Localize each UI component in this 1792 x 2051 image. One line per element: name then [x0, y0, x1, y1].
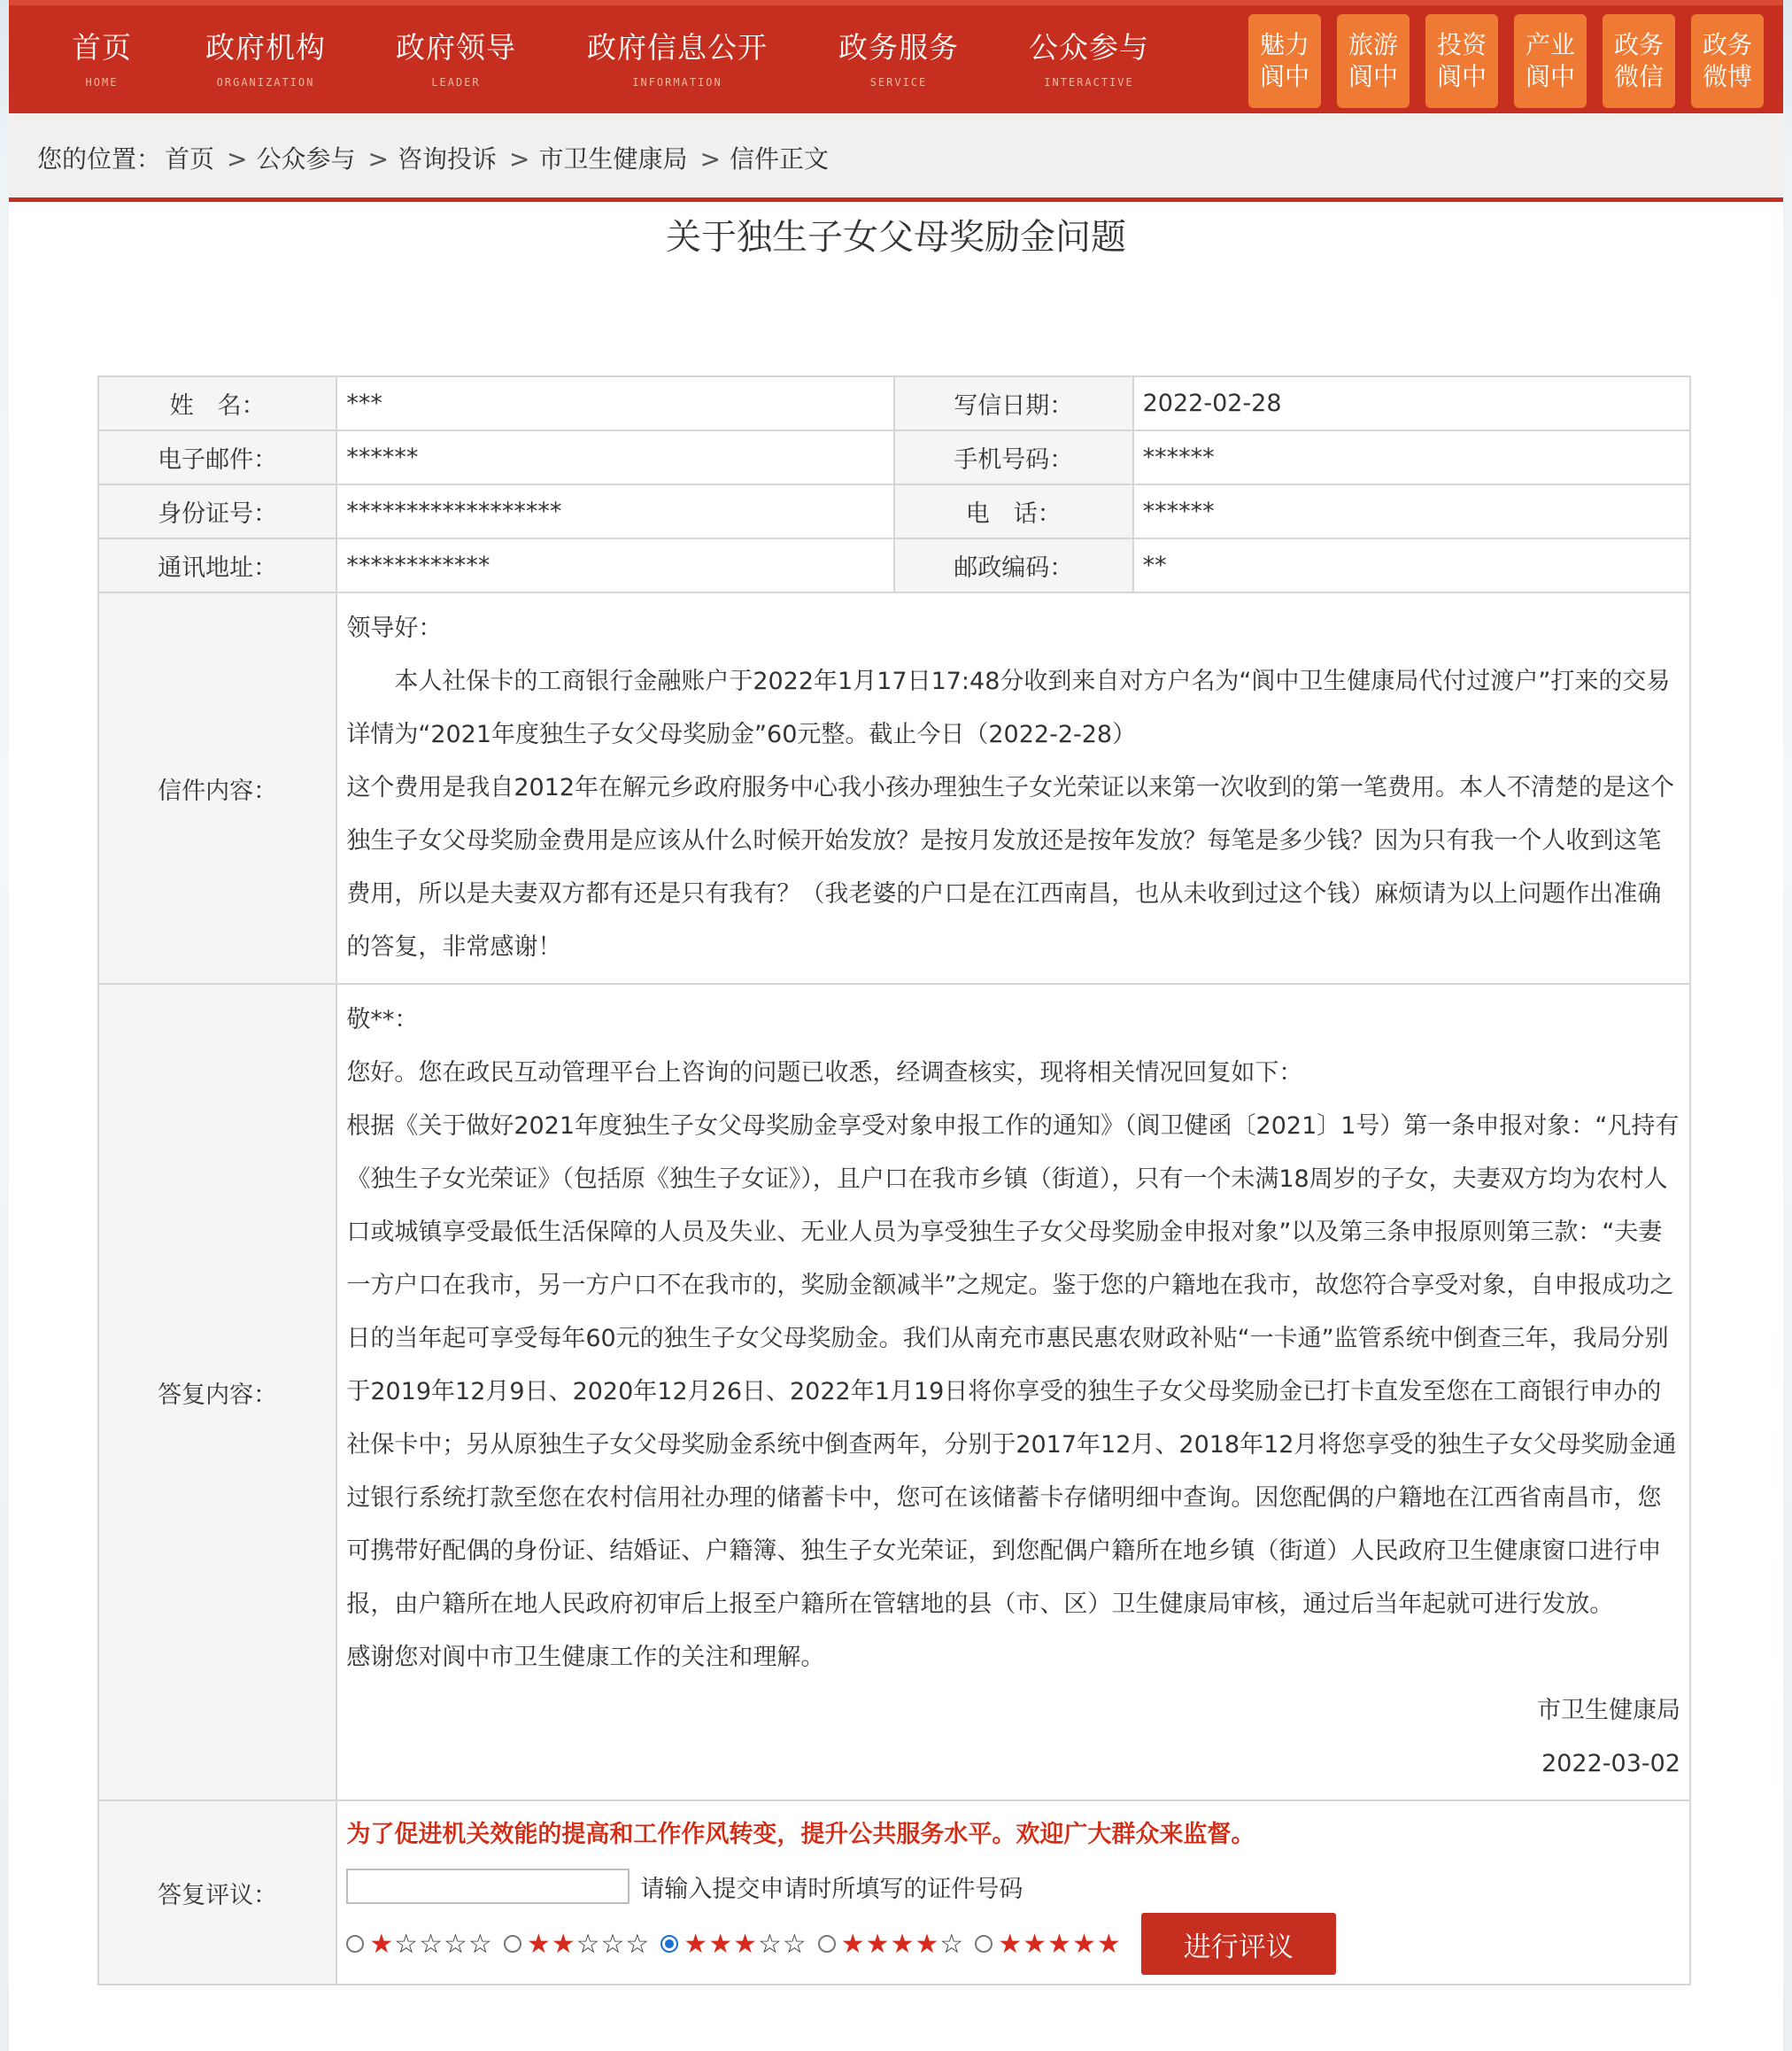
address-label: 通讯地址： [98, 538, 336, 592]
reply-paragraph: 根据《关于做好2021年度独生子女父母奖励金享受对象申报工作的通知》（阆卫健函〔2021〕1号）第一条申报对象：“凡持有《独生子女光荣证》（包括原《独生子女证》），且户口在我市乡镇（街道），只有一个未满18周岁的子女，夫妻双方均为农村人口或城镇享受最低生活保障的人员及失业、无业人员为享受独生子女父母奖励金申报对象”以及第三条申报原则第三款：“夫妻一方户口在我市，另一方户口不在我市的，奖励金额减半”之规定。鉴于您的户籍地在我市，故您符合享受对象，自申报成功之日的当年起可享受每年60元的独生子女父母奖励金。我们从南充市惠民惠农财政补贴“一卡通”监管系统中倒查三年，我局分别于2019年12月9日、2020年12月26日、2022年1月19日将你享受的独生子女父母奖励金已打卡直发至您在工商银行申办的社保卡中；另从原独生子女父母奖励金系统中倒查两年，分别于2017年12月、2018年12月将您享受的独生子女父母奖励金通过银行系统打款至您在农村信用社办理的储蓄卡中，您可在该储蓄卡存储明细中查询。因您配偶的户籍地在江西省南昌市，您可携带好配偶的身份证、结婚证、户籍簿、独生子女光荣证，到您配偶户籍所在地乡镇（街道）人民政府卫生健康窗口进行申报，由户籍所在地人民政府初审后上报至户籍所在管辖地的县（市、区）卫生健康局审核，通过后当年起就可进行发放。 [346, 1112, 1680, 1618]
table-row [98, 538, 1690, 592]
quick-link-tourism[interactable] [1337, 14, 1410, 108]
id-number-input[interactable] [346, 1869, 630, 1904]
nav-home-en: HOME [85, 76, 119, 89]
table-row [98, 592, 1690, 984]
nav-service-label: 政务服务 [838, 30, 959, 65]
rating-stars-5 [998, 1929, 1121, 1960]
breadcrumb-bar [9, 113, 1783, 202]
breadcrumb-health-bureau[interactable]: 市卫生健康局 [538, 144, 688, 174]
zip-value: ** [1133, 538, 1690, 592]
quick-link-line1: 政务 [1613, 30, 1664, 59]
name-label: 姓 名： [98, 376, 336, 430]
nav-interactive[interactable] [1009, 30, 1169, 90]
date-label: 写信日期： [894, 376, 1133, 430]
nav-interactive-label: 公众参与 [1029, 30, 1149, 65]
quick-link-line1: 政务 [1702, 30, 1752, 59]
table-row [98, 376, 1690, 430]
quick-link-line2: 阆中 [1525, 62, 1575, 91]
quick-link-line2: 阆中 [1436, 62, 1487, 91]
nav-service[interactable] [823, 30, 974, 90]
table-row [98, 1800, 1690, 1985]
quick-link-line2: 微信 [1613, 62, 1664, 91]
breadcrumb-separator: > [227, 144, 248, 174]
nav-home[interactable] [44, 30, 159, 90]
review-content [336, 1800, 1690, 1985]
reply-content [336, 984, 1690, 1800]
nav-leader-label: 政府领导 [396, 30, 516, 65]
mobile-label: 手机号码： [894, 430, 1133, 484]
quick-link-weibo[interactable] [1691, 14, 1764, 108]
reply-signature: 市卫生健康局 [1537, 1697, 1680, 1724]
nav-leader-en: LEADER [431, 76, 481, 89]
nav-leader[interactable] [381, 30, 531, 90]
reply-date: 2022-03-02 [1541, 1750, 1680, 1777]
rating-radio-2[interactable] [504, 1935, 521, 1953]
reply-greeting: 敬**： [346, 1006, 419, 1033]
quick-link-line2: 阆中 [1348, 62, 1398, 91]
breadcrumb-home[interactable]: 首页 [165, 144, 215, 174]
nav-organization-en: ORGANIZATION [216, 76, 315, 89]
rating-stars-3 [684, 1929, 807, 1960]
email-value: ****** [336, 430, 894, 484]
nav-information-label: 政府信息公开 [587, 30, 768, 65]
submit-review-button[interactable]: 进行评议 [1141, 1913, 1336, 1975]
breadcrumb-separator: > [367, 144, 389, 174]
letter-paragraph: 本人社保卡的工商银行金融账户于2022年1月17日17:48分收到来自对方户名为“阆中卫生健康局代付过渡户”打来的交易详情为“2021年度独生子女父母奖励金”60元整。截止今日（2022-2-28） [346, 668, 1671, 748]
rating-stars-4 [841, 1929, 964, 1960]
rating-stars-2 [527, 1929, 650, 1960]
rating-radio-5[interactable] [975, 1935, 993, 1953]
table-row [98, 430, 1690, 484]
star-empty: ☆ [939, 1928, 965, 1960]
star-empty: ☆☆☆☆ [394, 1928, 493, 1960]
star-filled: ★ [369, 1928, 395, 1960]
id-value: ****************** [336, 484, 894, 538]
breadcrumb-prefix: 您的位置： [37, 144, 162, 174]
id-input-row [346, 1860, 1680, 1913]
star-empty: ☆☆☆ [575, 1928, 651, 1960]
star-filled: ★★★★ [840, 1928, 940, 1960]
zip-label: 邮政编码： [894, 538, 1133, 592]
table-row [98, 484, 1690, 538]
nav-home-label: 首页 [72, 30, 132, 65]
letter-label: 信件内容： [98, 592, 336, 984]
nav-information[interactable] [567, 30, 788, 90]
quick-link-line1: 旅游 [1348, 30, 1398, 59]
letter-table [97, 375, 1691, 1985]
star-empty: ☆☆ [757, 1928, 807, 1960]
table-row [98, 984, 1690, 1800]
top-nav [9, 0, 1783, 113]
quick-link-line1: 产业 [1525, 30, 1575, 59]
quick-link-line2: 阆中 [1259, 62, 1309, 91]
breadcrumb [37, 140, 832, 175]
reply-paragraph: 感谢您对阆中市卫生健康工作的关注和理解。 [346, 1644, 825, 1671]
quick-link-line1: 投资 [1436, 30, 1487, 59]
date-value: 2022-02-28 [1133, 376, 1690, 430]
id-label: 身份证号： [98, 484, 336, 538]
nav-organization-label: 政府机构 [205, 30, 326, 65]
letter-paragraph: 这个费用是我自2012年在解元乡政府服务中心我小孩办理独生子女光荣证以来第一次收到的第一笔费用。本人不清楚的是这个独生子女父母奖励金费用是应该从什么时候开始发放？是按月发放还是按年发放？每笔是多少钱？因为只有我一个人收到这笔费用，所以是夫妻双方都有还是只有我有？（我老婆的户口是在江西南昌，也从未收到过这个钱）麻烦请为以上问题作出准确的答复，非常感谢！ [346, 774, 1675, 961]
nav-interactive-en: INTERACTIVE [1044, 76, 1134, 89]
breadcrumb-letter: 信件正文 [729, 144, 829, 174]
nav-service-en: SERVICE [869, 76, 928, 89]
quick-link-wechat[interactable] [1603, 14, 1675, 108]
name-value: *** [336, 376, 894, 430]
review-notice: 为了促进机关效能的提高和工作作风转变，提升公共服务水平。欢迎广大群众来监督。 [346, 1821, 1255, 1848]
breadcrumb-separator: > [509, 144, 530, 174]
mobile-value: ****** [1133, 430, 1690, 484]
nav-organization[interactable] [186, 30, 345, 90]
breadcrumb-consult[interactable]: 咨询投诉 [397, 144, 497, 174]
rating-row [346, 1913, 1680, 1975]
email-label: 电子邮件： [98, 430, 336, 484]
letter-content [336, 592, 1690, 984]
star-filled: ★★ [526, 1928, 576, 1960]
id-input-hint: 请输入提交申请时所填写的证件号码 [640, 1875, 1023, 1903]
rating-stars-1 [369, 1929, 492, 1960]
quick-link-line1: 魅力 [1259, 30, 1309, 59]
rating-radio-1[interactable] [346, 1935, 364, 1953]
letter-greeting: 领导好： [346, 615, 443, 642]
address-value: ************ [336, 538, 894, 592]
reply-label: 答复内容： [98, 984, 336, 1800]
quick-link-line2: 微博 [1702, 62, 1752, 91]
quick-link-charm[interactable] [1248, 14, 1321, 108]
rating-radio-4[interactable] [818, 1935, 836, 1953]
reply-paragraph: 您好。您在政民互动管理平台上咨询的问题已收悉，经调查核实，现将相关情况回复如下： [346, 1059, 1303, 1087]
nav-information-en: INFORMATION [632, 76, 722, 89]
review-label: 答复评议： [98, 1800, 336, 1985]
phone-value: ****** [1133, 484, 1690, 538]
rating-radio-3[interactable] [660, 1935, 678, 1953]
star-filled: ★★★ [684, 1928, 758, 1960]
quick-link-investment[interactable] [1425, 14, 1498, 108]
star-filled: ★★★★★ [998, 1928, 1122, 1960]
page-title: 关于独生子女父母奖励金问题 [666, 217, 1126, 258]
breadcrumb-separator: > [699, 144, 721, 174]
phone-label: 电 话： [894, 484, 1133, 538]
breadcrumb-public-participation[interactable]: 公众参与 [256, 144, 356, 174]
quick-link-industry[interactable] [1514, 14, 1587, 108]
